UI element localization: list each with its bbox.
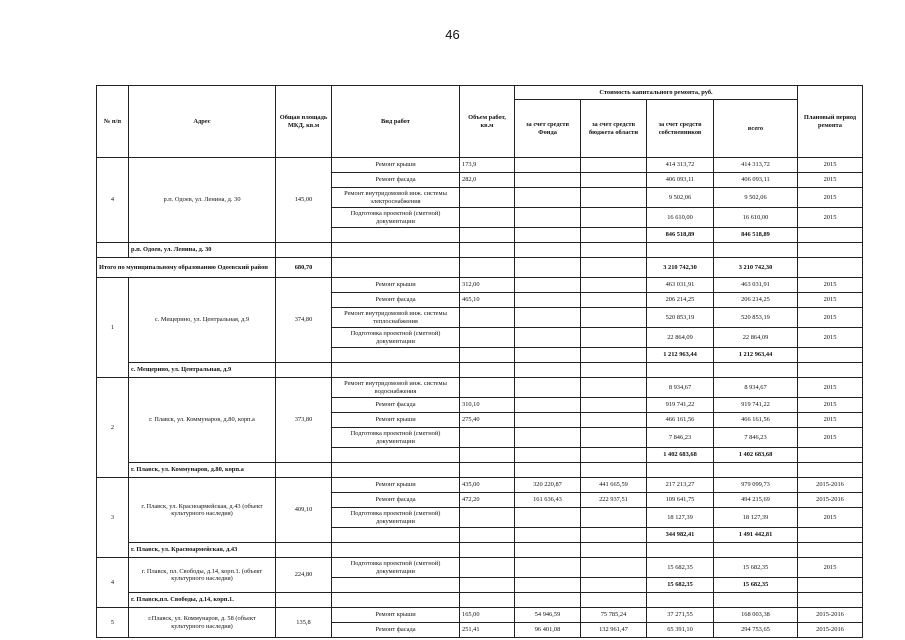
row-number: 2 bbox=[97, 378, 129, 478]
municipal-total-total: 3 210 742,30 bbox=[714, 258, 798, 278]
col-num-header: № п/п bbox=[97, 86, 129, 158]
owners-cell: 22 864,09 bbox=[647, 328, 714, 348]
subtotal-row bbox=[97, 243, 863, 258]
region-cell: 441 665,59 bbox=[581, 478, 647, 493]
work-type-cell: Ремонт внутридомовой инж. системы электроснабжения bbox=[332, 188, 460, 208]
period-cell: 2015 bbox=[798, 208, 863, 228]
row-number: 4 bbox=[97, 558, 129, 608]
col-volume-header: Объем работ, кв.м bbox=[460, 86, 515, 158]
owners-cell: 206 214,25 bbox=[647, 293, 714, 308]
total-cell: 22 864,09 bbox=[714, 328, 798, 348]
work-type-cell: Ремонт крыши bbox=[332, 478, 460, 493]
period-cell: 2015 bbox=[798, 173, 863, 188]
page-number: 46 bbox=[445, 27, 460, 42]
capital-repair-table bbox=[96, 85, 863, 638]
period-cell: 2015 bbox=[798, 293, 863, 308]
col-owners-header: за счет средств собственников bbox=[647, 100, 714, 158]
period-cell: 2015 bbox=[798, 413, 863, 428]
col-worktype-header: Вид работ bbox=[332, 86, 460, 158]
volume-cell: 173,9 bbox=[460, 158, 515, 173]
row-number: 1 bbox=[97, 278, 129, 378]
col-region-header: за счет средств бюджета области bbox=[581, 100, 647, 158]
work-type-cell: Ремонт фасада bbox=[332, 293, 460, 308]
work-type-cell: Ремонт крыши bbox=[332, 413, 460, 428]
area-cell: 135,8 bbox=[276, 608, 332, 638]
total-cell: 919 741,22 bbox=[714, 398, 798, 413]
total-cell: 466 161,56 bbox=[714, 413, 798, 428]
total-sum-cell: 15 682,35 bbox=[714, 578, 798, 593]
period-cell: 2015 bbox=[798, 278, 863, 293]
col-area-header: Общая площадь МКД, кв.м bbox=[276, 86, 332, 158]
col-total-header: всего bbox=[714, 100, 798, 158]
subtotal-label: г. Плавск, ул. Коммунаров, д.80, корп.а bbox=[129, 463, 276, 478]
total-cell: 18 127,39 bbox=[714, 508, 798, 528]
owners-cell: 463 031,91 bbox=[647, 278, 714, 293]
work-type-cell: Подготовка проектной (сметной) документации bbox=[332, 558, 460, 578]
header-row bbox=[97, 86, 863, 100]
total-cell: 8 934,67 bbox=[714, 378, 798, 398]
cost-group-header: Стоимость капитального ремонта, руб. bbox=[515, 86, 798, 100]
total-cell: 414 313,72 bbox=[714, 158, 798, 173]
period-cell: 2015 bbox=[798, 558, 863, 578]
work-type-cell: Подготовка проектной (сметной) документации bbox=[332, 508, 460, 528]
municipal-total-owners: 3 210 742,30 bbox=[647, 258, 714, 278]
owners-cell: 65 391,10 bbox=[647, 623, 714, 638]
owners-cell: 37 271,55 bbox=[647, 608, 714, 623]
owners-sum-cell: 1 402 683,68 bbox=[647, 448, 714, 463]
owners-cell: 18 127,39 bbox=[647, 508, 714, 528]
area-cell: 409,10 bbox=[276, 478, 332, 543]
address-cell: с. Мещерино, ул. Центральная, д.9 bbox=[129, 278, 276, 363]
work-type-cell: Ремонт фасада bbox=[332, 623, 460, 638]
total-cell: 15 682,35 bbox=[714, 558, 798, 578]
owners-cell: 414 313,72 bbox=[647, 158, 714, 173]
address-cell: г. Плавск, пл. Свободы, д.14, корп.1. (объект культурного наследия) bbox=[129, 558, 276, 593]
subtotal-label: с. Мещерино, ул. Центральная, д.9 bbox=[129, 363, 276, 378]
total-cell: 979 099,73 bbox=[714, 478, 798, 493]
area-cell: 374,80 bbox=[276, 278, 332, 363]
work-type-cell: Подготовка проектной (сметной) документации bbox=[332, 208, 460, 228]
work-type-cell: Ремонт внутридомовой инж. системы теплоснабжения bbox=[332, 308, 460, 328]
owners-sum-cell: 15 682,35 bbox=[647, 578, 714, 593]
total-cell: 294 753,65 bbox=[714, 623, 798, 638]
work-type-cell: Подготовка проектной (сметной) документации bbox=[332, 428, 460, 448]
period-cell: 2015-2016 bbox=[798, 623, 863, 638]
period-cell: 2015 bbox=[798, 378, 863, 398]
subtotal-label: г. Плавск,пл. Свободы, д.14, корп.1. bbox=[129, 593, 276, 608]
area-cell: 145,00 bbox=[276, 158, 332, 243]
period-cell: 2015 bbox=[798, 328, 863, 348]
total-cell: 463 031,91 bbox=[714, 278, 798, 293]
table-row bbox=[97, 278, 863, 293]
volume-cell: 435,00 bbox=[460, 478, 515, 493]
total-cell: 406 093,11 bbox=[714, 173, 798, 188]
col-address-header: Адрес bbox=[129, 86, 276, 158]
total-cell: 16 610,00 bbox=[714, 208, 798, 228]
fund-cell: 96 401,08 bbox=[515, 623, 581, 638]
region-cell: 75 785,24 bbox=[581, 608, 647, 623]
owners-cell: 8 934,67 bbox=[647, 378, 714, 398]
total-cell: 520 853,19 bbox=[714, 308, 798, 328]
subtotal-row bbox=[97, 543, 863, 558]
period-cell: 2015 bbox=[798, 308, 863, 328]
period-cell: 2015-2016 bbox=[798, 493, 863, 508]
owners-cell: 9 502,06 bbox=[647, 188, 714, 208]
area-cell: 224,80 bbox=[276, 558, 332, 593]
municipal-total-label: Итого по муниципальному образованию Одоевский район bbox=[97, 258, 276, 278]
period-cell: 2015-2016 bbox=[798, 608, 863, 623]
col-period-header: Плановый период ремонта bbox=[798, 86, 863, 158]
subtotal-row bbox=[97, 463, 863, 478]
volume-cell: 310,10 bbox=[460, 398, 515, 413]
volume-cell: 282,0 bbox=[460, 173, 515, 188]
work-type-cell: Ремонт фасада bbox=[332, 173, 460, 188]
col-fund-header: за счет средств Фонда bbox=[515, 100, 581, 158]
row-number: 3 bbox=[97, 478, 129, 558]
owners-cell: 15 682,35 bbox=[647, 558, 714, 578]
period-cell: 2015 bbox=[798, 428, 863, 448]
total-cell: 206 214,25 bbox=[714, 293, 798, 308]
total-sum-cell: 1 491 442,81 bbox=[714, 528, 798, 543]
owners-cell: 406 093,11 bbox=[647, 173, 714, 188]
volume-cell: 275,40 bbox=[460, 413, 515, 428]
volume-cell: 251,41 bbox=[460, 623, 515, 638]
owners-cell: 16 610,00 bbox=[647, 208, 714, 228]
volume-cell: 465,10 bbox=[460, 293, 515, 308]
table-row bbox=[97, 558, 863, 578]
municipal-total-row bbox=[97, 258, 863, 278]
work-type-cell: Ремонт крыши bbox=[332, 278, 460, 293]
total-sum-cell: 1 212 963,44 bbox=[714, 348, 798, 363]
table-row bbox=[97, 378, 863, 398]
total-cell: 9 502,06 bbox=[714, 188, 798, 208]
total-sum-cell: 1 402 683,68 bbox=[714, 448, 798, 463]
total-sum-cell: 846 518,89 bbox=[714, 228, 798, 243]
owners-cell: 7 846,23 bbox=[647, 428, 714, 448]
work-type-cell: Ремонт фасада bbox=[332, 398, 460, 413]
table-row bbox=[97, 158, 863, 173]
table-row bbox=[97, 478, 863, 493]
owners-cell: 520 853,19 bbox=[647, 308, 714, 328]
fund-cell: 54 946,59 bbox=[515, 608, 581, 623]
region-cell: 222 937,51 bbox=[581, 493, 647, 508]
owners-cell: 109 641,75 bbox=[647, 493, 714, 508]
total-cell: 168 003,38 bbox=[714, 608, 798, 623]
area-cell: 373,80 bbox=[276, 378, 332, 463]
period-cell: 2015 bbox=[798, 188, 863, 208]
work-type-cell: Ремонт крыши bbox=[332, 158, 460, 173]
address-cell: г. Плавск, ул. Красноармейская, д.43 (объект культурного наследия) bbox=[129, 478, 276, 543]
row-number: 5 bbox=[97, 608, 129, 638]
subtotal-row bbox=[97, 593, 863, 608]
municipal-total-area: 680,70 bbox=[276, 258, 332, 278]
fund-cell: 161 636,43 bbox=[515, 493, 581, 508]
address-cell: р.п. Одоев, ул. Ленина, д. 30 bbox=[129, 158, 276, 243]
subtotal-label: р.п. Одоев, ул. Ленина, д. 30 bbox=[129, 243, 276, 258]
period-cell: 2015-2016 bbox=[798, 478, 863, 493]
owners-sum-cell: 344 982,41 bbox=[647, 528, 714, 543]
owners-sum-cell: 1 212 963,44 bbox=[647, 348, 714, 363]
period-cell: 2015 bbox=[798, 158, 863, 173]
region-cell: 132 961,47 bbox=[581, 623, 647, 638]
address-cell: г. Плавск, ул. Коммунаров, д.80, корп.а bbox=[129, 378, 276, 463]
owners-cell: 466 161,56 bbox=[647, 413, 714, 428]
period-cell: 2015 bbox=[798, 398, 863, 413]
volume-cell: 472,20 bbox=[460, 493, 515, 508]
row-number: 4 bbox=[97, 158, 129, 243]
owners-cell: 217 213,27 bbox=[647, 478, 714, 493]
period-cell: 2015 bbox=[798, 508, 863, 528]
owners-sum-cell: 846 518,89 bbox=[647, 228, 714, 243]
subtotal-row bbox=[97, 363, 863, 378]
total-cell: 494 215,69 bbox=[714, 493, 798, 508]
owners-cell: 919 741,22 bbox=[647, 398, 714, 413]
work-type-cell: Ремонт фасада bbox=[332, 493, 460, 508]
total-cell: 7 846,23 bbox=[714, 428, 798, 448]
work-type-cell: Ремонт крыши bbox=[332, 608, 460, 623]
address-cell: г.Плавск, ул. Коммунаров, д. 58 (объект культурного наследия) bbox=[129, 608, 276, 638]
fund-cell: 320 220,87 bbox=[515, 478, 581, 493]
subtotal-label: г. Плавск, ул. Красноармейская, д.43 bbox=[129, 543, 276, 558]
volume-cell: 165,00 bbox=[460, 608, 515, 623]
work-type-cell: Подготовка проектной (сметной) документации bbox=[332, 328, 460, 348]
work-type-cell: Ремонт внутридомовой инж. системы водоснабжения bbox=[332, 378, 460, 398]
volume-cell: 312,00 bbox=[460, 278, 515, 293]
table-row bbox=[97, 608, 863, 623]
